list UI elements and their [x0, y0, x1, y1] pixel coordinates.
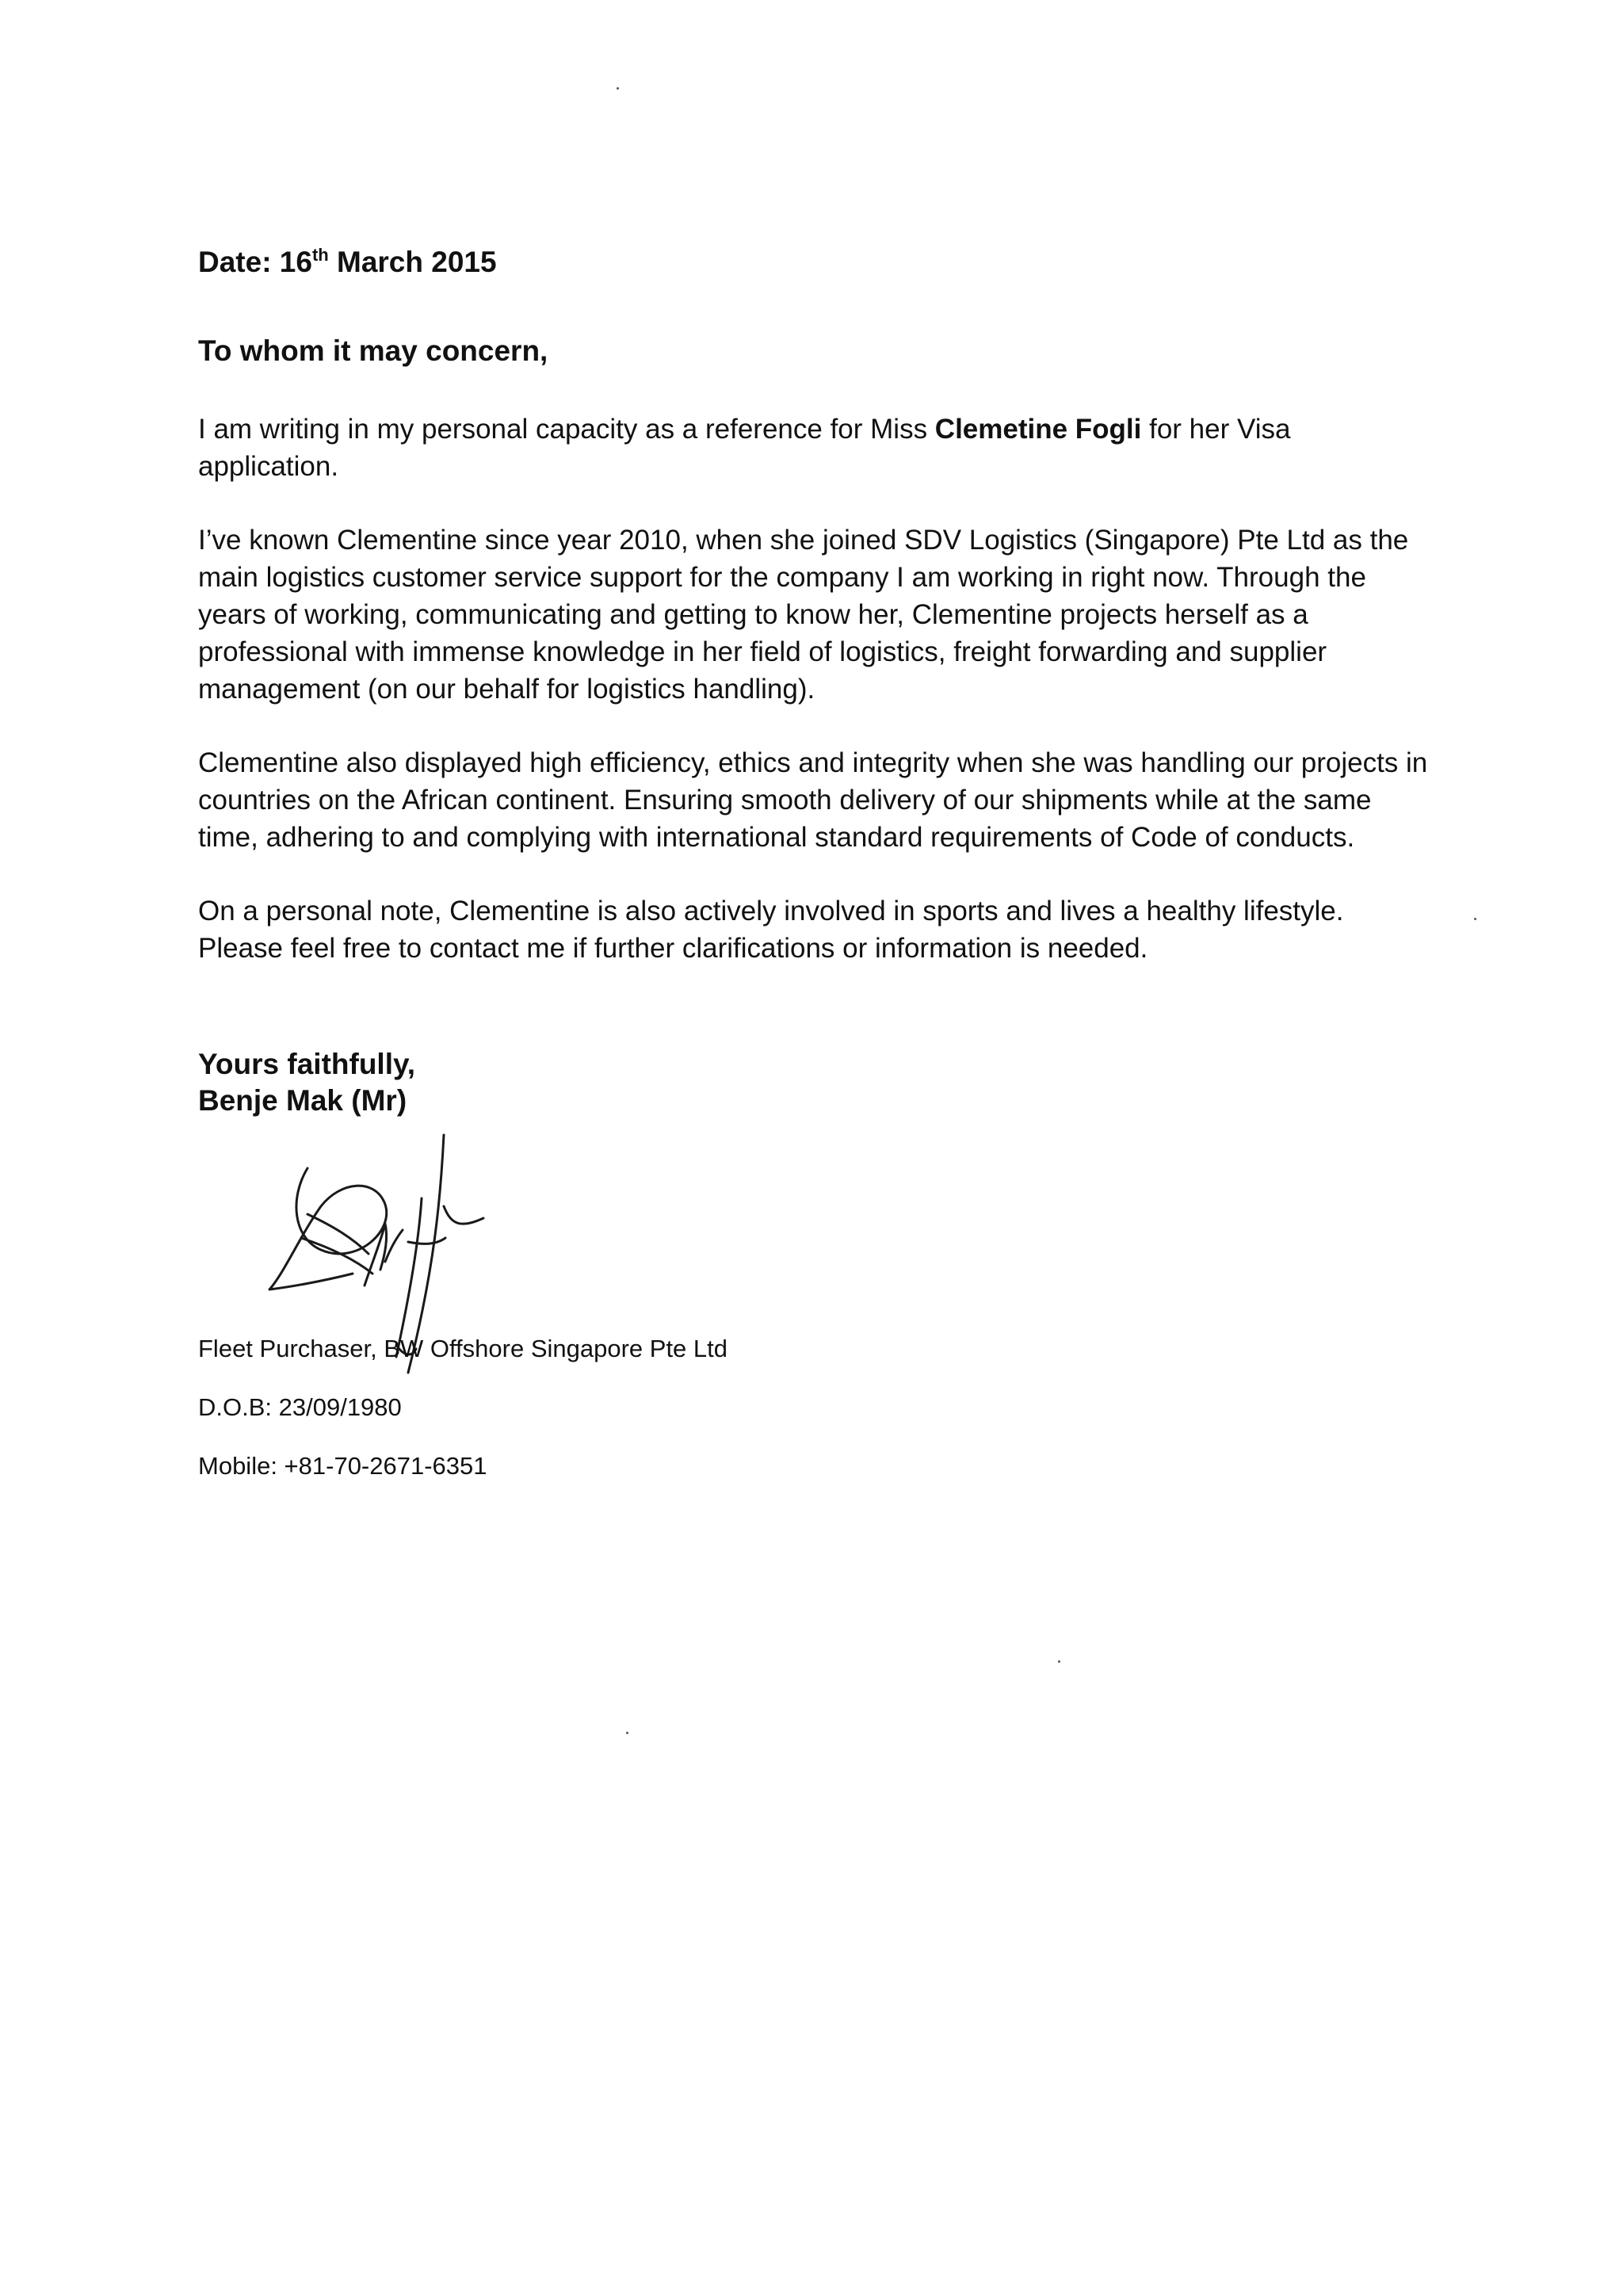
paragraph-efficiency: Clementine also displayed high efficiency, ethics and integrity when she was handling our projects in countries on the African continent. Ensuring smooth delivery of our shipments while at the same time, adhering to and complying with international standard requirements of Code of conducts.: [198, 747, 1428, 853]
intro-text: I am writing in my personal capacity as a reference for Miss: [198, 414, 935, 445]
signer-name: Benje Mak (Mr): [198, 1084, 407, 1117]
paragraph-personal: On a personal note, Clementine is also actively involved in sports and lives a healthy lifestyle. Please feel free to contact me if further clarifications or information is needed.: [198, 896, 1344, 964]
letter-date: [198, 244, 1434, 281]
date-ordinal: th: [311, 245, 329, 265]
paragraph-intro: [198, 411, 1434, 485]
scan-speck: [1474, 918, 1476, 920]
paragraph-background: I’ve known Clementine since year 2010, when she joined SDV Logistics (Singapore) Pte Ltd as the main logistics customer service support for the company I am working in right now. Through the years of working, communicating and getting to know her, Clementine projects herself as a professional with immense knowledge in her field of logistics, freight forwarding and supplier management (on our behalf for logistics handling).: [198, 525, 1409, 705]
scan-speck: [626, 1732, 628, 1734]
closing-salutation: Yours faithfully,: [198, 1048, 416, 1080]
signer-mobile: Mobile: +81-70-2671-6351: [198, 1452, 487, 1480]
greeting: To whom it may concern,: [198, 334, 548, 367]
applicant-name: Clemetine Fogli: [934, 414, 1142, 445]
scan-speck: [617, 87, 619, 90]
closing-block: [198, 1046, 1434, 1119]
signer-dob: D.O.B: 23/09/1980: [198, 1393, 402, 1421]
intro-text-end: for her Visa application.: [198, 414, 1291, 482]
date-prefix: Date: 16: [198, 246, 312, 278]
signer-title: Fleet Purchaser, BW Offshore Singapore Pte Ltd: [198, 1335, 727, 1362]
date-suffix: March 2015: [328, 246, 497, 278]
scan-speck: [1058, 1660, 1060, 1663]
signature-area: [198, 1119, 674, 1333]
letter-body: [198, 244, 1434, 1509]
